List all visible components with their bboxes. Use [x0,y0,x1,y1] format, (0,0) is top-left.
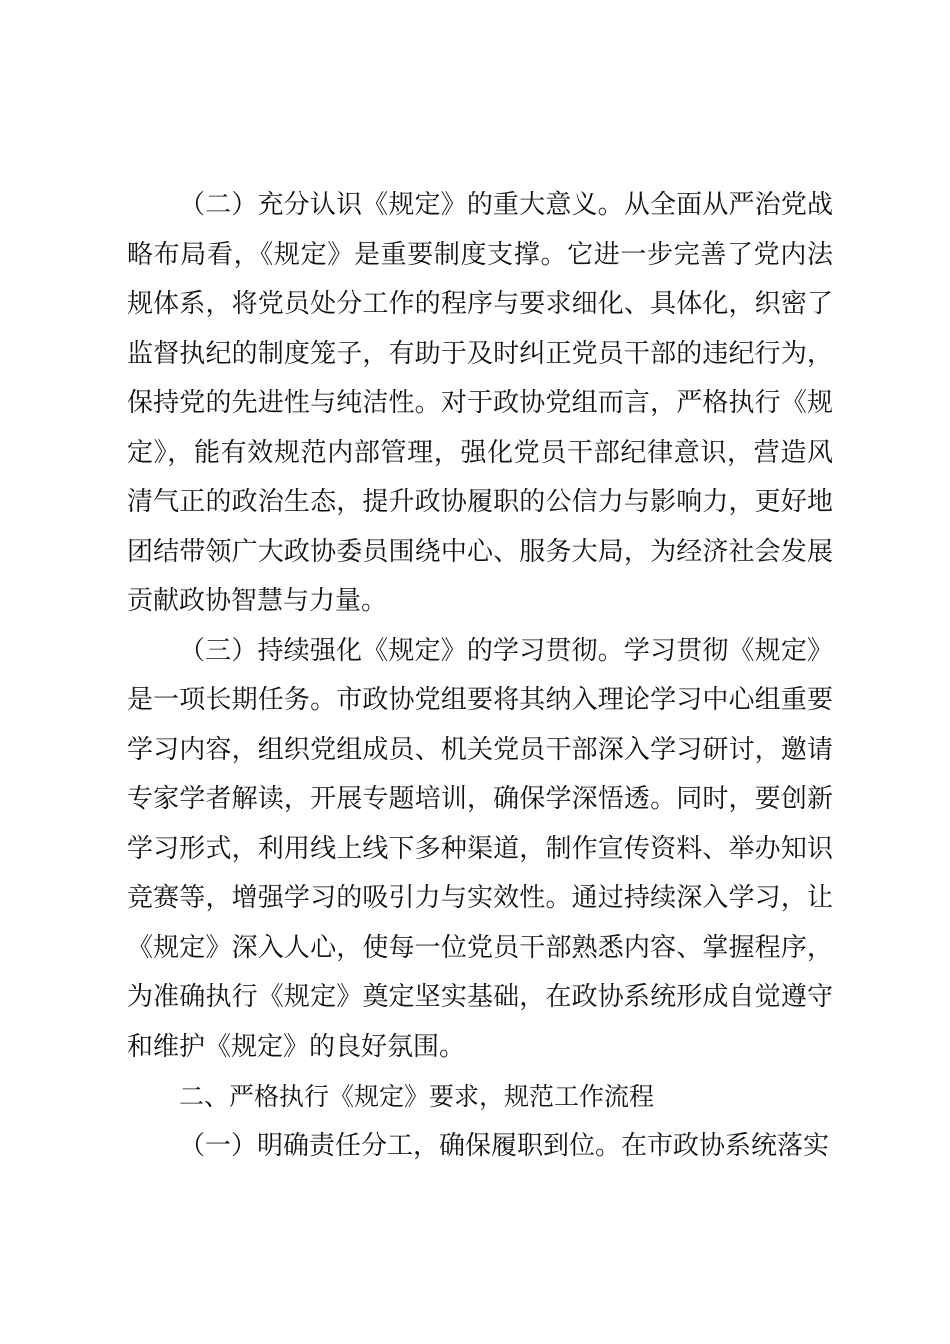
document-body [127,181,833,1171]
section-heading: 二、严格执行《规定》要求，规范工作流程 [179,1082,655,1111]
paragraph-study: （三）持续强化《规定》的学习贯彻。学习贯彻《规定》是一项长期任务。市政协党组要将其纳入理论学习中心组重要学习内容，组织党组成员、机关党员干部深入学习研讨，邀请专家学者解读，开展专题培训，确保学深悟透。同时，要创新学习形式，利用线上线下多种渠道，制作宣传资料、举办知识竞赛等，增强学习的吸引力与实效性。通过持续深入学习，让《规定》深入人心，使每一位党员干部熟悉内容、掌握程序，为准确执行《规定》奠定坚实基础，在政协系统形成自觉遵守和维护《规定》的良好氛围。 [127,635,833,1062]
paragraph-responsibility: （一）明确责任分工，确保履职到位。在市政协系统落实 [179,1130,830,1161]
paragraph-significance: （二）充分认识《规定》的重大意义。从全面从严治党战略布局看，《规定》是重要制度支撑。它进一步完善了党内法规体系，将党员处分工作的程序与要求细化、具体化，织密了监督执纪的制度笼子，有助于及时纠正党员干部的违纪行为，保持党的先进性与纯洁性。对于政协党组而言，严格执行《规定》，能有效规范内部管理，强化党员干部纪律意识，营造风清气正的政治生态，提升政协履职的公信力与影响力，更好地团结带领广大政协委员围绕中心、服务大局，为经济社会发展贡献政协智慧与力量。 [127,190,833,616]
